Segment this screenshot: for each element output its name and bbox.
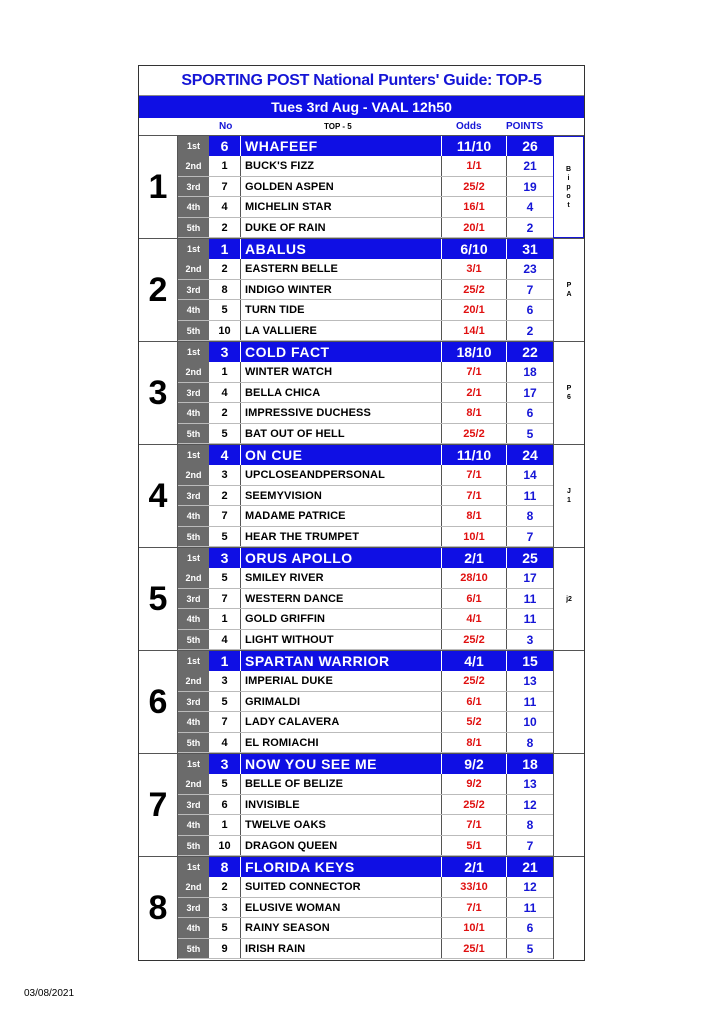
table-row [178, 197, 553, 217]
horse-name-cell: IMPRESSIVE DUCHESS [245, 407, 371, 420]
position-cell: 2nd [178, 259, 209, 278]
table-row [178, 321, 553, 341]
table-row [178, 774, 553, 794]
race-rows [178, 445, 553, 547]
race-block [139, 651, 584, 754]
horse-name-cell: TURN TIDE [245, 304, 305, 317]
points-cell: 14 [523, 468, 537, 483]
table-row [178, 218, 553, 238]
odds-cell: 6/1 [441, 692, 507, 711]
odds-cell: 7/1 [441, 898, 507, 917]
points-cell: 7 [526, 838, 534, 853]
horse-number-cell: 3 [209, 342, 241, 362]
horse-name-cell: TWELVE OAKS [245, 819, 326, 832]
odds-cell: 25/2 [441, 177, 507, 196]
race-block [139, 136, 584, 239]
horse-number-cell: 5 [209, 568, 241, 587]
position-cell: 4th [178, 918, 209, 937]
horse-number-cell: 4 [209, 383, 241, 402]
bet-type-label: PA [566, 282, 572, 298]
table-row [178, 671, 553, 691]
table-row [178, 815, 553, 835]
horse-name-cell: LA VALLIERE [245, 324, 317, 337]
odds-cell: 5/2 [441, 712, 507, 731]
table-row [178, 383, 553, 403]
points-cell: 8 [526, 818, 534, 833]
position-cell: 4th [178, 506, 209, 525]
points-cell: 24 [522, 447, 538, 463]
winner-row [178, 239, 553, 259]
guide-title: SPORTING POST National Punters' Guide: TOP-5 [139, 66, 584, 96]
points-cell: 6 [526, 921, 534, 936]
odds-cell: 20/1 [441, 300, 507, 319]
horse-number-cell: 7 [209, 506, 241, 525]
points-cell: 25 [522, 550, 538, 566]
odds-cell: 25/1 [441, 939, 507, 958]
position-cell: 1st [178, 651, 209, 671]
position-cell: 3rd [178, 486, 209, 505]
horse-number-cell: 9 [209, 939, 241, 958]
odds-cell: 9/2 [441, 754, 507, 774]
table-row [178, 630, 553, 650]
horse-name-cell: IRISH RAIN [245, 942, 306, 955]
position-cell: 1st [178, 754, 209, 774]
odds-cell: 7/1 [441, 465, 507, 484]
horse-number-cell: 4 [209, 630, 241, 649]
horse-number-cell: 10 [209, 321, 241, 340]
points-cell: 8 [526, 509, 534, 524]
horse-number-cell: 5 [209, 300, 241, 319]
footer-date: 03/08/2021 [24, 988, 75, 999]
points-cell: 18 [523, 365, 537, 380]
odds-cell: 25/2 [441, 795, 507, 814]
horse-name-cell: MICHELIN STAR [245, 201, 332, 214]
position-cell: 4th [178, 197, 209, 216]
winner-row [178, 136, 553, 156]
horse-name-cell: SUITED CONNECTOR [245, 881, 361, 894]
position-cell: 3rd [178, 280, 209, 299]
position-cell: 4th [178, 815, 209, 834]
position-cell: 2nd [178, 465, 209, 484]
horse-number-cell: 6 [209, 136, 241, 156]
horse-name-cell: GOLD GRIFFIN [245, 613, 326, 626]
horse-number-cell: 3 [209, 671, 241, 690]
table-row [178, 424, 553, 444]
bet-type-note [553, 239, 584, 341]
column-header-row [139, 118, 584, 136]
points-cell: 31 [522, 241, 538, 257]
odds-cell: 8/1 [441, 506, 507, 525]
points-cell: 7 [526, 529, 534, 544]
horse-name-cell: FLORIDA KEYS [245, 859, 355, 875]
table-row [178, 918, 553, 938]
horse-number-cell: 3 [209, 898, 241, 917]
odds-cell: 2/1 [441, 548, 507, 568]
odds-cell: 5/1 [441, 836, 507, 855]
horse-number-cell: 7 [209, 177, 241, 196]
race-rows [178, 651, 553, 753]
points-cell: 11 [523, 488, 537, 503]
points-cell: 13 [523, 777, 537, 792]
horse-number-cell: 2 [209, 486, 241, 505]
horse-name-cell: ABALUS [245, 241, 307, 257]
horse-number-cell: 3 [209, 754, 241, 774]
table-row [178, 589, 553, 609]
points-cell: 22 [522, 344, 538, 360]
odds-cell: 14/1 [441, 321, 507, 340]
position-cell: 1st [178, 136, 209, 156]
race-rows [178, 857, 553, 959]
race-rows [178, 754, 553, 856]
odds-cell: 16/1 [441, 197, 507, 216]
bet-type-note [553, 445, 584, 547]
position-cell: 5th [178, 630, 209, 649]
race-block [139, 239, 584, 342]
table-row [178, 836, 553, 856]
odds-cell: 20/1 [441, 218, 507, 237]
winner-row [178, 651, 553, 671]
column-header-top5: TOP - 5 [324, 122, 352, 131]
odds-cell: 25/2 [441, 671, 507, 690]
position-cell: 4th [178, 300, 209, 319]
bet-type-note [553, 342, 584, 444]
points-cell: 7 [526, 282, 534, 297]
odds-cell: 7/1 [441, 486, 507, 505]
race-number: 8 [139, 857, 178, 959]
race-rows [178, 136, 553, 238]
position-cell: 3rd [178, 589, 209, 608]
points-cell: 4 [526, 200, 534, 215]
position-cell: 2nd [178, 156, 209, 175]
position-cell: 2nd [178, 877, 209, 896]
table-row [178, 877, 553, 897]
winner-row [178, 548, 553, 568]
horse-name-cell: LIGHT WITHOUT [245, 633, 334, 646]
table-row [178, 733, 553, 753]
points-cell: 19 [523, 179, 537, 194]
horse-number-cell: 7 [209, 712, 241, 731]
table-row [178, 898, 553, 918]
position-cell: 3rd [178, 898, 209, 917]
table-row [178, 465, 553, 485]
race-rows [178, 342, 553, 444]
race-block [139, 445, 584, 548]
points-cell: 6 [526, 406, 534, 421]
bet-type-note [553, 857, 584, 959]
odds-cell: 25/2 [441, 630, 507, 649]
points-cell: 17 [523, 385, 537, 400]
position-cell: 2nd [178, 568, 209, 587]
horse-number-cell: 2 [209, 218, 241, 237]
horse-name-cell: WESTERN DANCE [245, 592, 344, 605]
table-row [178, 939, 553, 959]
race-rows [178, 548, 553, 650]
odds-cell: 4/1 [441, 651, 507, 671]
position-cell: 3rd [178, 795, 209, 814]
position-cell: 3rd [178, 383, 209, 402]
winner-row [178, 342, 553, 362]
horse-name-cell: DUKE OF RAIN [245, 221, 326, 234]
position-cell: 4th [178, 403, 209, 422]
horse-name-cell: GOLDEN ASPEN [245, 180, 334, 193]
horse-number-cell: 5 [209, 774, 241, 793]
table-row [178, 506, 553, 526]
horse-name-cell: UPCLOSEANDPERSONAL [245, 469, 385, 482]
odds-cell: 2/1 [441, 857, 507, 877]
horse-name-cell: GRIMALDI [245, 695, 301, 708]
column-header-points: POINTS [506, 121, 544, 132]
points-cell: 10 [523, 715, 537, 730]
horse-name-cell: SPARTAN WARRIOR [245, 653, 390, 669]
race-block [139, 754, 584, 857]
horse-name-cell: NOW YOU SEE ME [245, 756, 377, 772]
position-cell: 5th [178, 424, 209, 443]
points-cell: 11 [523, 591, 537, 606]
horse-number-cell: 4 [209, 733, 241, 752]
horse-name-cell: SEEMYVISION [245, 489, 322, 502]
position-cell: 4th [178, 712, 209, 731]
points-cell: 18 [522, 756, 538, 772]
horse-number-cell: 8 [209, 857, 241, 877]
points-cell: 2 [526, 323, 534, 338]
horse-number-cell: 3 [209, 465, 241, 484]
horse-name-cell: WINTER WATCH [245, 366, 333, 379]
horse-number-cell: 5 [209, 527, 241, 546]
points-cell: 8 [526, 735, 534, 750]
table-row [178, 403, 553, 423]
column-header-no: No [219, 121, 233, 132]
odds-cell: 25/2 [441, 424, 507, 443]
race-number: 6 [139, 651, 178, 753]
winner-row [178, 754, 553, 774]
table-row [178, 177, 553, 197]
position-cell: 5th [178, 939, 209, 958]
points-cell: 5 [526, 426, 534, 441]
horse-number-cell: 2 [209, 403, 241, 422]
table-row [178, 795, 553, 815]
points-cell: 26 [522, 138, 538, 154]
horse-name-cell: EASTERN BELLE [245, 263, 338, 276]
horse-name-cell: ORUS APOLLO [245, 550, 353, 566]
odds-cell: 11/10 [441, 445, 507, 465]
odds-cell: 11/10 [441, 136, 507, 156]
points-cell: 6 [526, 303, 534, 318]
points-cell: 17 [523, 571, 537, 586]
horse-name-cell: BELLA CHICA [245, 386, 321, 399]
odds-cell: 10/1 [441, 918, 507, 937]
points-cell: 5 [526, 941, 534, 956]
table-row [178, 280, 553, 300]
horse-name-cell: ON CUE [245, 447, 303, 463]
bet-type-note [553, 548, 584, 650]
odds-cell: 3/1 [441, 259, 507, 278]
table-row [178, 259, 553, 279]
position-cell: 5th [178, 218, 209, 237]
horse-name-cell: BELLE OF BELIZE [245, 778, 344, 791]
horse-number-cell: 10 [209, 836, 241, 855]
position-cell: 1st [178, 548, 209, 568]
position-cell: 2nd [178, 671, 209, 690]
position-cell: 5th [178, 733, 209, 752]
position-cell: 1st [178, 239, 209, 259]
horse-name-cell: COLD FACT [245, 344, 330, 360]
horse-number-cell: 1 [209, 609, 241, 628]
horse-number-cell: 5 [209, 692, 241, 711]
winner-row [178, 857, 553, 877]
race-rows [178, 239, 553, 341]
points-cell: 11 [523, 694, 537, 709]
points-cell: 11 [523, 612, 537, 627]
winner-row [178, 445, 553, 465]
points-cell: 12 [523, 880, 537, 895]
table-row [178, 486, 553, 506]
punters-guide-table [138, 65, 585, 961]
race-number: 3 [139, 342, 178, 444]
horse-number-cell: 3 [209, 548, 241, 568]
position-cell: 5th [178, 527, 209, 546]
odds-cell: 33/10 [441, 877, 507, 896]
odds-cell: 7/1 [441, 362, 507, 381]
horse-number-cell: 6 [209, 795, 241, 814]
position-cell: 2nd [178, 362, 209, 381]
bet-type-note [553, 136, 584, 238]
races-container [139, 136, 584, 960]
table-row [178, 568, 553, 588]
horse-name-cell: INVISIBLE [245, 798, 300, 811]
points-cell: 21 [523, 159, 537, 174]
horse-name-cell: EL ROMIACHI [245, 736, 319, 749]
horse-name-cell: DRAGON QUEEN [245, 839, 338, 852]
odds-cell: 8/1 [441, 403, 507, 422]
bet-type-label: j2 [566, 595, 572, 603]
position-cell: 1st [178, 445, 209, 465]
horse-name-cell: RAINY SEASON [245, 922, 330, 935]
position-cell: 5th [178, 321, 209, 340]
points-cell: 21 [522, 859, 538, 875]
table-row [178, 300, 553, 320]
odds-cell: 10/1 [441, 527, 507, 546]
odds-cell: 7/1 [441, 815, 507, 834]
horse-number-cell: 1 [209, 362, 241, 381]
points-cell: 12 [523, 797, 537, 812]
horse-name-cell: BAT OUT OF HELL [245, 427, 345, 440]
table-row [178, 609, 553, 629]
odds-cell: 4/1 [441, 609, 507, 628]
race-block [139, 342, 584, 445]
horse-number-cell: 1 [209, 815, 241, 834]
horse-name-cell: ELUSIVE WOMAN [245, 901, 341, 914]
points-cell: 2 [526, 220, 534, 235]
race-number: 5 [139, 548, 178, 650]
points-cell: 3 [526, 632, 534, 647]
horse-name-cell: WHAFEEF [245, 138, 318, 154]
odds-cell: 9/2 [441, 774, 507, 793]
horse-number-cell: 5 [209, 918, 241, 937]
horse-name-cell: HEAR THE TRUMPET [245, 530, 360, 543]
horse-number-cell: 7 [209, 589, 241, 608]
horse-name-cell: BUCK'S FIZZ [245, 160, 315, 173]
column-header-odds: Odds [456, 121, 482, 132]
table-row [178, 527, 553, 547]
horse-number-cell: 8 [209, 280, 241, 299]
horse-name-cell: INDIGO WINTER [245, 283, 332, 296]
horse-name-cell: SMILEY RIVER [245, 572, 324, 585]
points-cell: 11 [523, 900, 537, 915]
horse-number-cell: 2 [209, 877, 241, 896]
table-row [178, 362, 553, 382]
odds-cell: 6/1 [441, 589, 507, 608]
position-cell: 2nd [178, 774, 209, 793]
odds-cell: 28/10 [441, 568, 507, 587]
points-cell: 23 [523, 262, 537, 277]
bet-type-label: Bipot [565, 165, 572, 209]
odds-cell: 1/1 [441, 156, 507, 175]
horse-name-cell: LADY CALAVERA [245, 716, 340, 729]
horse-number-cell: 2 [209, 259, 241, 278]
odds-cell: 18/10 [441, 342, 507, 362]
points-cell: 15 [522, 653, 538, 669]
horse-number-cell: 5 [209, 424, 241, 443]
points-cell: 13 [523, 674, 537, 689]
race-number: 2 [139, 239, 178, 341]
odds-cell: 25/2 [441, 280, 507, 299]
race-block [139, 548, 584, 651]
horse-number-cell: 4 [209, 197, 241, 216]
table-row [178, 712, 553, 732]
table-row [178, 156, 553, 176]
table-row [178, 692, 553, 712]
race-number: 1 [139, 136, 178, 238]
position-cell: 1st [178, 857, 209, 877]
position-cell: 3rd [178, 692, 209, 711]
odds-cell: 8/1 [441, 733, 507, 752]
horse-number-cell: 1 [209, 651, 241, 671]
horse-number-cell: 1 [209, 156, 241, 175]
race-meeting-subtitle: Tues 3rd Aug - VAAL 12h50 [139, 96, 584, 118]
race-number: 7 [139, 754, 178, 856]
odds-cell: 6/10 [441, 239, 507, 259]
position-cell: 3rd [178, 177, 209, 196]
position-cell: 4th [178, 609, 209, 628]
odds-cell: 2/1 [441, 383, 507, 402]
bet-type-label: J1 [567, 488, 571, 504]
horse-name-cell: MADAME PATRICE [245, 510, 346, 523]
horse-number-cell: 1 [209, 239, 241, 259]
race-number: 4 [139, 445, 178, 547]
bet-type-label: P6 [566, 385, 572, 401]
horse-number-cell: 4 [209, 445, 241, 465]
bet-type-note [553, 651, 584, 753]
race-block [139, 857, 584, 960]
bet-type-note [553, 754, 584, 856]
position-cell: 5th [178, 836, 209, 855]
position-cell: 1st [178, 342, 209, 362]
horse-name-cell: IMPERIAL DUKE [245, 675, 333, 688]
